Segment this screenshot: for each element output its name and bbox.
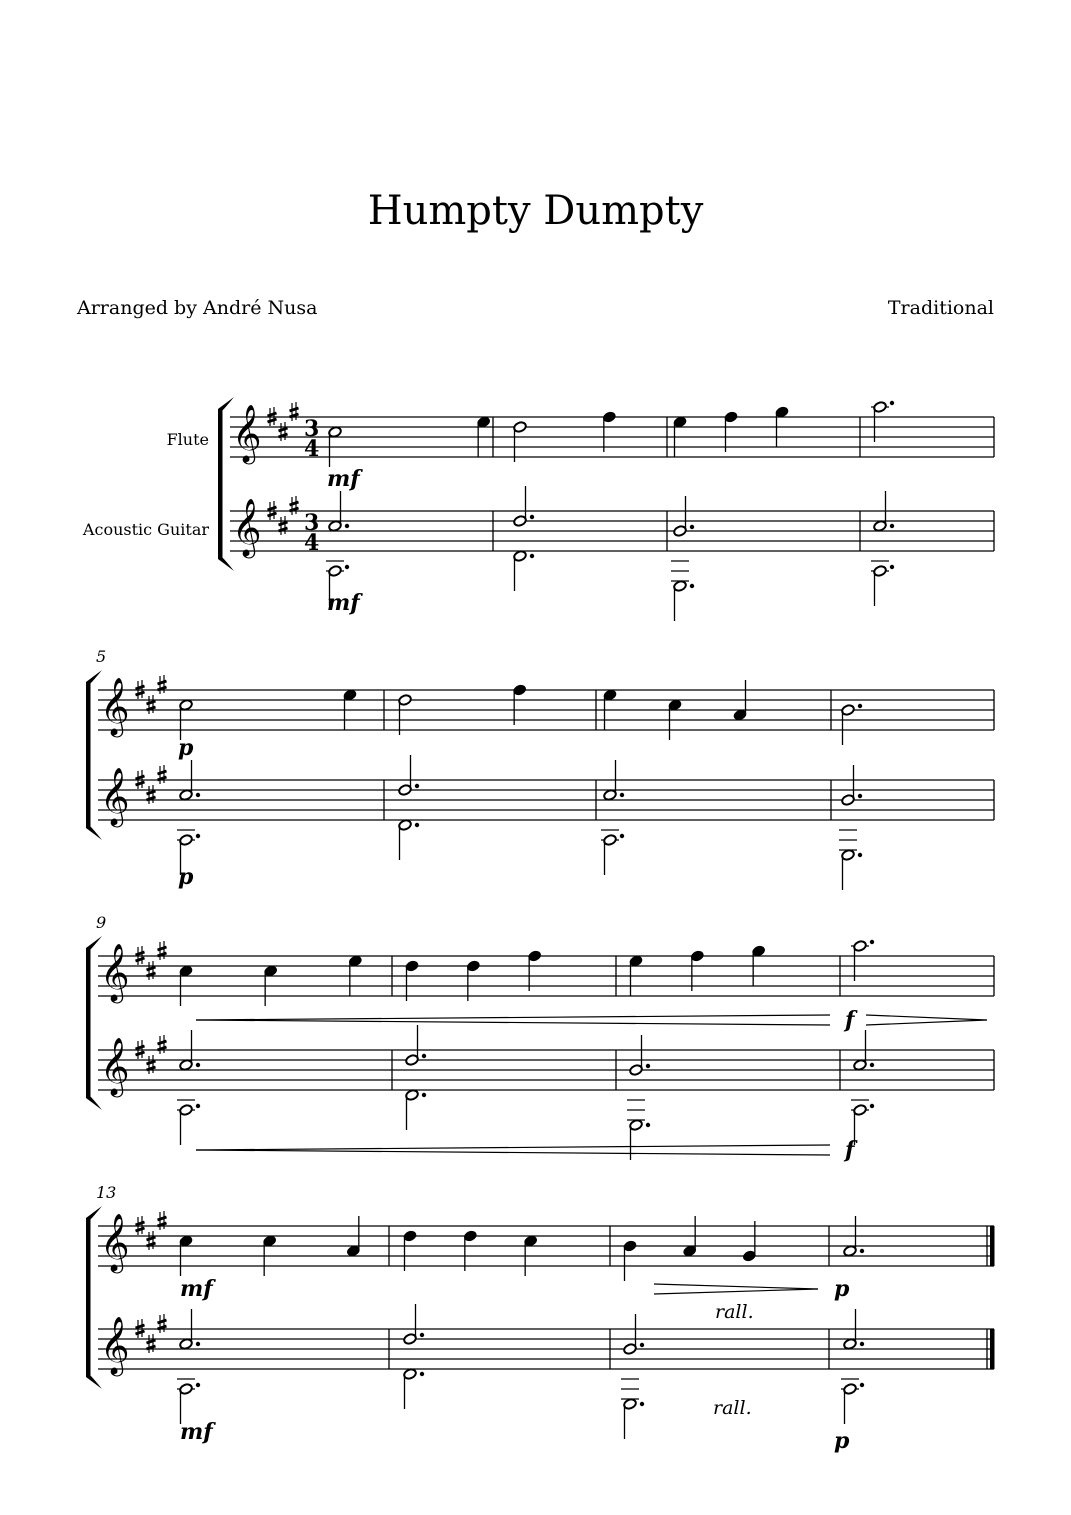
sharp-sign <box>147 695 156 714</box>
sharp-sign <box>147 961 156 980</box>
time-signature-denominator: 4 <box>304 436 320 462</box>
measure-number: 5 <box>96 647 107 666</box>
note <box>343 689 357 730</box>
note <box>527 950 541 991</box>
note <box>742 1221 756 1262</box>
decrescendo-hairpin <box>866 1015 987 1025</box>
note <box>263 965 277 1006</box>
final-barline <box>990 1329 995 1369</box>
score-title: Humpty Dumpty <box>367 188 704 234</box>
treble-clef: 𝄞 <box>100 1037 130 1095</box>
sharp-sign <box>290 496 299 515</box>
note <box>871 401 894 442</box>
time-signature-numerator: 3 <box>304 510 320 536</box>
note <box>513 421 527 462</box>
treble-clef: 𝄞 <box>232 498 262 556</box>
dynamic-p-flute: p <box>178 735 194 761</box>
note <box>603 760 624 801</box>
note <box>690 950 704 991</box>
note <box>398 694 412 735</box>
crescendo-hairpin <box>196 1145 830 1155</box>
sharp-sign <box>147 785 156 804</box>
sharp-sign <box>279 422 288 441</box>
treble-clef: 𝄞 <box>100 1213 130 1271</box>
time-signature-denominator: 4 <box>304 530 320 556</box>
note <box>775 406 789 447</box>
sharp-sign <box>158 1035 167 1054</box>
note <box>328 426 342 467</box>
note <box>602 411 616 452</box>
note <box>668 699 682 740</box>
note <box>843 1216 864 1257</box>
dynamic-p-flute: p <box>834 1276 850 1302</box>
note <box>398 819 419 860</box>
note <box>179 760 200 801</box>
note <box>177 1379 200 1424</box>
dynamic-f-guitar: f <box>845 1137 855 1163</box>
note <box>733 680 747 721</box>
treble-clef: 𝄞 <box>100 1316 130 1374</box>
rall-text-guitar: rall. <box>713 1397 752 1419</box>
note <box>405 1089 426 1130</box>
dynamic-mf-guitar: mf <box>180 1419 213 1445</box>
note <box>463 1230 477 1271</box>
note <box>843 1309 864 1350</box>
note <box>179 965 193 1006</box>
sharp-sign <box>290 402 299 421</box>
note <box>851 940 874 981</box>
sharp-sign <box>158 1314 167 1333</box>
note <box>403 1230 417 1271</box>
note <box>603 689 617 730</box>
note <box>405 960 419 1001</box>
note <box>513 550 534 591</box>
note <box>873 491 894 532</box>
dynamic-mf-flute: mf <box>327 466 360 492</box>
treble-clef: 𝄞 <box>100 943 130 1001</box>
dynamic-p-guitar: p <box>178 864 194 890</box>
sharp-sign <box>158 941 167 960</box>
note <box>179 699 193 740</box>
note <box>512 684 526 725</box>
note <box>328 491 349 532</box>
note <box>673 416 687 457</box>
note <box>348 955 362 996</box>
note <box>179 1235 193 1276</box>
decrescendo-hairpin <box>654 1284 818 1294</box>
sharp-sign <box>158 1211 167 1230</box>
note <box>851 1100 874 1145</box>
note <box>466 960 480 1001</box>
note <box>751 945 765 986</box>
sharp-sign <box>279 516 288 535</box>
note <box>403 1368 424 1409</box>
note <box>621 1379 644 1439</box>
measure-number: 9 <box>96 913 107 932</box>
sharp-sign <box>147 1334 156 1353</box>
dynamic-mf-guitar: mf <box>327 590 360 616</box>
composer-credit: Traditional <box>887 297 994 319</box>
dynamic-f-flute: f <box>845 1007 855 1033</box>
note <box>841 1379 864 1424</box>
note <box>853 1030 874 1071</box>
note <box>346 1216 360 1257</box>
final-barline <box>990 1226 995 1266</box>
note <box>179 1309 200 1350</box>
rall-text-flute: rall. <box>715 1301 754 1323</box>
instrument-label-guitar: Acoustic Guitar <box>82 520 209 539</box>
note <box>671 561 694 621</box>
treble-clef: 𝄞 <box>232 404 262 462</box>
note <box>179 1030 200 1071</box>
instrument-label-flute: Flute <box>166 430 209 449</box>
note <box>682 1216 696 1257</box>
treble-clef: 𝄞 <box>100 677 130 735</box>
note <box>839 830 862 890</box>
sharp-sign <box>158 765 167 784</box>
note <box>629 955 643 996</box>
time-signature-numerator: 3 <box>304 416 320 442</box>
note <box>601 830 624 875</box>
note <box>871 561 894 606</box>
sharp-sign <box>147 1055 156 1074</box>
treble-clef: 𝄞 <box>100 767 130 825</box>
note <box>724 411 738 452</box>
note <box>523 1235 537 1276</box>
dynamic-mf-flute: mf <box>180 1276 213 1302</box>
note <box>177 1100 200 1145</box>
note <box>623 1240 637 1281</box>
crescendo-hairpin <box>196 1015 830 1025</box>
dynamic-p-guitar: p <box>834 1428 850 1454</box>
measure-number: 13 <box>96 1183 117 1202</box>
arranger-credit: Arranged by André Nusa <box>77 297 318 319</box>
sharp-sign <box>158 675 167 694</box>
sharp-sign <box>147 1231 156 1250</box>
note <box>262 1235 276 1276</box>
note <box>476 416 490 457</box>
note <box>627 1100 650 1160</box>
